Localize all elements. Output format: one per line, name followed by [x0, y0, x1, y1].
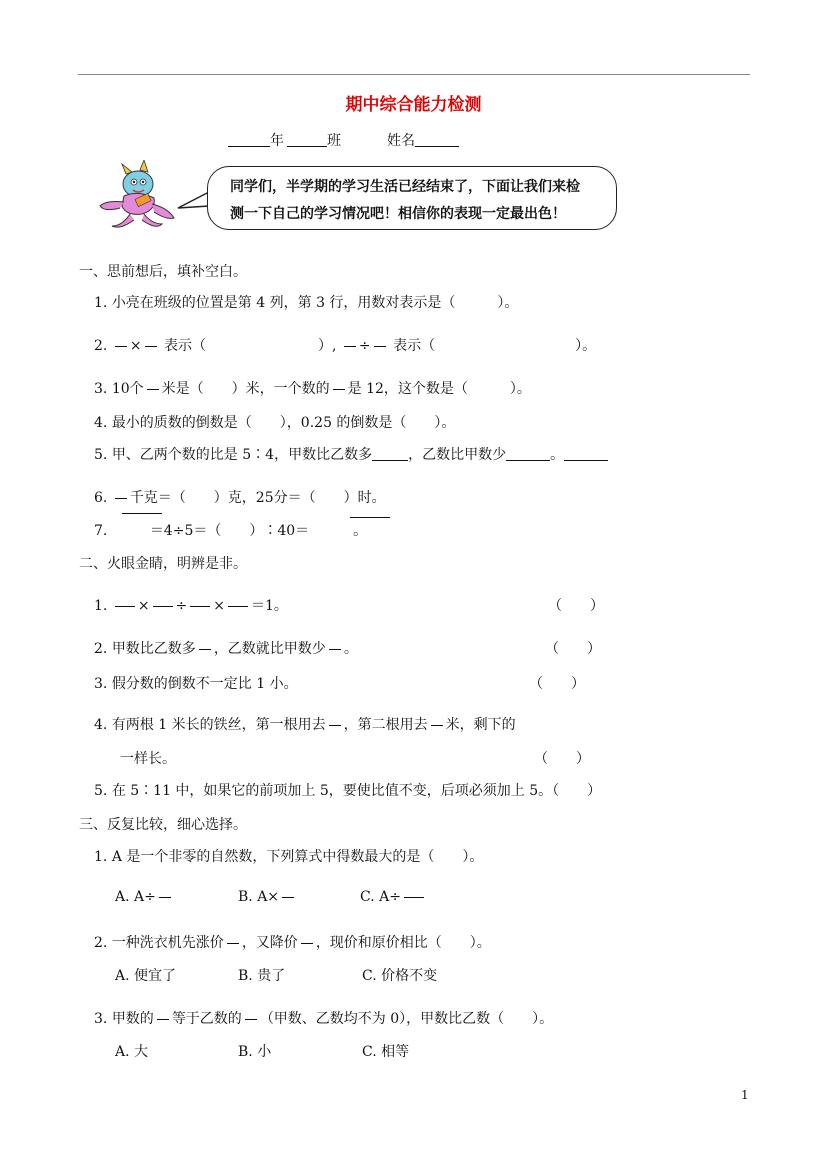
question-number: 6. — [94, 490, 108, 506]
question-text: × — [137, 598, 150, 614]
fraction-mark — [333, 389, 345, 390]
s3-q2-option-b[interactable]: B. 贵了 — [238, 968, 286, 984]
grade-blank[interactable] — [228, 132, 270, 147]
s1-question-3 — [94, 378, 531, 398]
question-text: ＝1。 — [251, 598, 288, 614]
s1-question-4 — [94, 412, 455, 432]
section-1-heading: 一、思前想后，填补空白。 — [79, 264, 247, 280]
question-text: A 是一个非零的自然数，下列算式中得数最大的是（ ）。 — [111, 849, 484, 865]
s2-question-4-line-2: 一样长。 — [120, 751, 176, 767]
name-label: 姓名 — [387, 133, 415, 149]
question-text: 最小的质数的倒数是（ ），0.25 的倒数是（ ）。 — [111, 415, 456, 431]
option-text: B. A× — [238, 889, 280, 905]
bubble-line-2: 测一下自己的学习情况吧！相信你的表现一定最出色！ — [230, 206, 566, 222]
s2-question-2 — [94, 638, 358, 658]
bubble-tail — [176, 190, 210, 214]
page-number: 1 — [741, 1088, 749, 1102]
question-text: 有两根 1 米长的铁丝，第一根用去 — [111, 717, 326, 733]
fraction-mark — [374, 346, 386, 347]
question-text: × — [213, 598, 226, 614]
name-field[interactable] — [387, 130, 459, 150]
fraction-mark — [344, 346, 356, 347]
s3-question-3 — [94, 1008, 553, 1028]
question-text: 是 12，这个数是（ ）。 — [347, 381, 531, 397]
s2-question-1 — [94, 595, 288, 615]
class-label: 班 — [327, 133, 341, 149]
fraction-bar — [122, 513, 162, 514]
s2-question-5 — [94, 780, 601, 800]
s3-q3-option-c[interactable]: C. 相等 — [362, 1044, 410, 1060]
s3-q3-option-b[interactable]: B. 小 — [238, 1044, 272, 1060]
s3-question-2 — [94, 932, 491, 952]
question-number: 2. — [94, 935, 108, 951]
question-text: ÷ — [358, 338, 371, 354]
question-number: 2. — [94, 641, 108, 657]
s1-question-2 — [94, 335, 596, 355]
answer-blank[interactable] — [506, 446, 550, 461]
option-text: A. A÷ — [115, 889, 156, 905]
fraction-bar — [350, 517, 390, 518]
question-text: ，第二根用去 — [343, 717, 428, 733]
s2-judge-mark-3[interactable]: （ ） — [529, 676, 585, 692]
name-blank[interactable] — [415, 132, 459, 147]
fraction-mark — [245, 1019, 257, 1020]
grade-label: 年 — [270, 133, 284, 149]
fraction-mark — [329, 725, 341, 726]
fraction-mark — [157, 1019, 169, 1020]
question-number: 4. — [94, 415, 108, 431]
fraction-mark — [282, 897, 294, 898]
question-number: 1. — [94, 849, 108, 865]
question-text: ，乙数比甲数少 — [408, 447, 507, 463]
fraction-mark — [153, 606, 173, 607]
s2-question-4 — [94, 714, 516, 734]
question-number: 1. — [94, 295, 108, 311]
fraction-mark — [199, 649, 211, 650]
s3-q2-option-c[interactable]: C. 价格不变 — [362, 968, 438, 984]
question-text: ，乙数就比甲数少 — [213, 641, 326, 657]
s3-q1-option-c[interactable] — [360, 889, 427, 905]
class-blank[interactable] — [287, 132, 327, 147]
question-number: 5. — [94, 783, 108, 799]
question-text: 表示（ ）, — [164, 338, 337, 354]
s3-q1-option-b[interactable] — [238, 889, 297, 905]
fraction-mark — [301, 943, 313, 944]
s3-q2-option-a[interactable]: A. 便宜了 — [115, 968, 177, 984]
section-3-heading: 三、反复比较，细心选择。 — [79, 817, 247, 833]
fraction-mark — [228, 606, 248, 607]
s3-question-1 — [94, 846, 483, 866]
question-text: ，又降价 — [241, 935, 298, 951]
fraction-mark — [431, 725, 443, 726]
s3-q1-option-a[interactable] — [115, 889, 174, 905]
question-number: 5. — [94, 447, 108, 463]
question-text: 假分数的倒数不一定比 1 小。 — [111, 676, 298, 692]
fraction-mark — [190, 606, 210, 607]
s1-question-1 — [94, 292, 518, 312]
page-title: 期中综合能力检测 — [345, 95, 482, 115]
fraction-mark — [329, 649, 341, 650]
class-field[interactable] — [287, 130, 341, 150]
question-text: 小亮在班级的位置是第 4 列，第 3 行，用数对表示是（ ）。 — [111, 295, 519, 311]
question-text: 。 — [353, 523, 368, 539]
answer-blank[interactable] — [372, 446, 408, 461]
s1-question-6 — [94, 487, 386, 507]
question-text: ＝4÷5＝（ ）∶40＝ — [149, 523, 310, 539]
question-text: （甲数、乙数均不为 0），甲数比乙数（ ）。 — [259, 1011, 554, 1027]
question-number: 1. — [94, 598, 108, 614]
question-text: 米是（ ）米，一个数的 — [161, 381, 330, 397]
question-number: 3. — [94, 1011, 108, 1027]
question-text: × — [129, 338, 142, 354]
bubble-line-1: 同学们，半学期的学习生活已经结束了，下面让我们来检 — [230, 179, 580, 195]
fraction-mark — [147, 389, 159, 390]
section-2-heading: 二、火眼金睛，明辨是非。 — [79, 556, 247, 572]
fraction-mark — [159, 897, 171, 898]
s2-judge-mark-2[interactable]: （ ） — [545, 641, 601, 657]
question-text: 。 — [550, 447, 565, 463]
option-text: C. A÷ — [360, 889, 401, 905]
fraction-mark — [115, 606, 135, 607]
question-text: 一种洗衣机先涨价 — [111, 935, 224, 951]
question-text: 甲数的 — [111, 1011, 154, 1027]
top-rule — [78, 74, 750, 75]
question-text: 在 5∶11 中，如果它的前项加上 5，要使比值不变，后项必须加上 5。（ ） — [111, 783, 602, 799]
question-text: 10个 — [111, 381, 144, 397]
s1-question-7 — [94, 520, 367, 540]
question-number: 3. — [94, 676, 108, 692]
s2-question-3 — [94, 673, 298, 693]
s2-judge-mark-1[interactable]: （ ） — [548, 598, 604, 614]
fraction-mark — [404, 897, 424, 898]
question-number: 3. — [94, 381, 108, 397]
fraction-mark — [227, 943, 239, 944]
answer-blank[interactable] — [564, 446, 608, 461]
question-number: 7. — [94, 523, 108, 539]
mascot-illustration — [96, 160, 176, 232]
question-text: 。 — [343, 641, 358, 657]
grade-field[interactable] — [228, 130, 284, 150]
question-text: 千克＝（ ）克，25分＝（ ）时。 — [129, 490, 386, 506]
question-text: 等于乙数的 — [171, 1011, 242, 1027]
question-number: 4. — [94, 717, 108, 733]
s3-q3-option-a[interactable]: A. 大 — [115, 1044, 149, 1060]
question-text: ，现价和原价相比（ ）。 — [315, 935, 491, 951]
question-text: 表示（ ）。 — [393, 338, 597, 354]
question-text: 甲数比乙数多 — [111, 641, 196, 657]
s2-judge-mark-4[interactable]: （ ） — [534, 751, 590, 767]
fraction-mark — [115, 346, 127, 347]
question-number: 2. — [94, 338, 108, 354]
question-text: ÷ — [175, 598, 188, 614]
s1-question-5 — [94, 444, 608, 464]
question-text: 米，剩下的 — [445, 717, 516, 733]
question-text: 甲、乙两个数的比是 5∶4，甲数比乙数多 — [111, 447, 373, 463]
fraction-mark — [115, 498, 127, 499]
fraction-mark — [145, 346, 157, 347]
